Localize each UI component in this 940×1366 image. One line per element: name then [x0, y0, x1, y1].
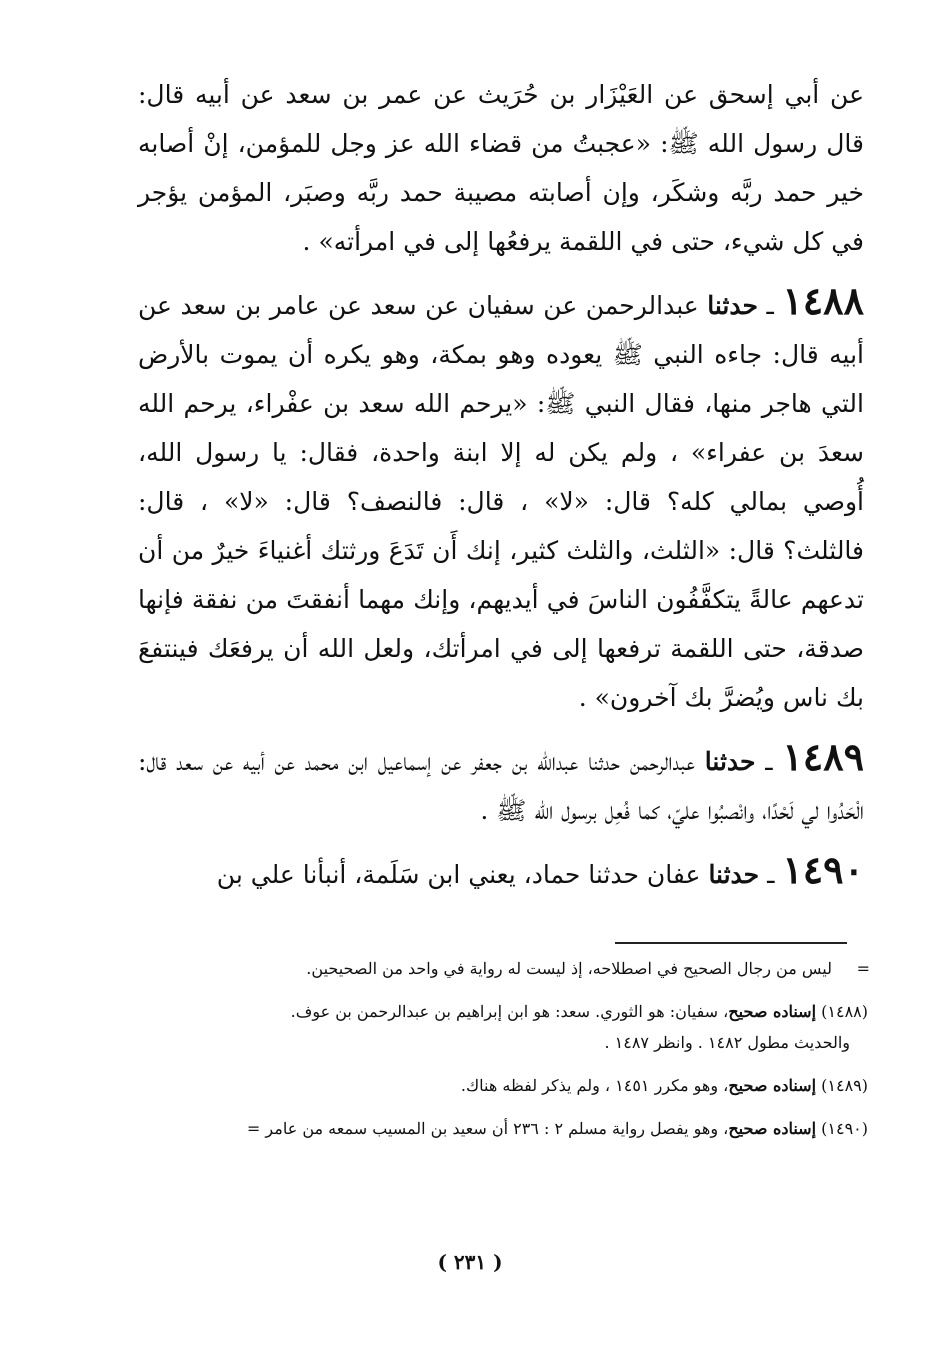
hadith-text: عبدالرحمن حدثنا عبدالله بن جعفر عن إسماعيل ابن محمد عن أبيه عن سعد قال: الْحَدُوا لي لَحْدًا، وانْصبُوا عليّ، كما فُعِل برسول الله ﷺ . [138, 747, 864, 825]
hadith-number: ١٤٩٠ [782, 847, 864, 892]
footnote-text: ليس من رجال الصحيح في اصطلاحه، إذ ليست له رواية في واحد من الصحيحين. [306, 959, 832, 978]
page-number: ( ٢٣١ ) [437, 1250, 503, 1274]
hadith-1488 [138, 276, 864, 722]
footnote-ref: (١٤٨٩) [821, 1076, 868, 1095]
hadith-dash: ـ [759, 860, 783, 889]
hadith-number: ١٤٨٩ [782, 734, 865, 779]
footnote-1488-continuation: والحديث مطول ١٤٨٢ . وانظر ١٤٨٧ . [604, 1033, 850, 1052]
main-text [138, 70, 864, 899]
hadith-1489 [138, 732, 864, 835]
paragraph-continuation: عن أبي إسحق عن العَيْزَار بن حُرَيث عن عمر بن سعد عن أبيه قال: قال رسول الله ﷺ: «عجبتُ من قضاء الله عز وجل للمؤمن، إنْ أصابه خير حمد ربَّه وشكَر، وإن أصابته مصيبة حمد ربَّه وصبَر، المؤمن يؤجر في كل شيء، حتى في اللقمة يرفعُها إلى في امرأته» . [138, 80, 864, 256]
hadith-dash: ـ [757, 291, 783, 320]
footnote-text: ، وهو مكرر ١٤٥١ ، ولم يذكر لفظه هناك. [460, 1076, 729, 1095]
hadith-text: عبدالرحمن عن سفيان عن سعد عن عامر بن سعد عن أبيه قال: جاءه النبي ﷺ يعوده وهو بمكة، وهو يكره أن يموت بالأرض التي هاجر منها، فقال النبي ﷺ: «يرحم الله سعد بن عفْراء، يرحم الله سعدَ بن عفراء» ، ولم يكن له إلا ابنة واحدة، فقال: يا رسول الله، أُوصي بمالي كله؟ قال: «لا» ، قال: فالنصف؟ قال: «لا» ، قال: فالثلث؟ قال: «الثلث، والثلث كثير، إنك أَن تَدَعَ ورثتك أغنياءَ خيرٌ من أن تدعهم عالةً يتكفَّفُون الناسَ في أيديهم، وإنك مهما أنفقتَ من نفقة فإنها صدقة، حتى اللقمة ترفعها إلى في امرأتك، ولعل الله أن يرفعَك فينتفعَ بك ناس ويُضرَّ بك آخرون» . [138, 291, 864, 712]
footnote-continued [132, 958, 868, 980]
hadith-text: عفان حدثنا حماد، يعني ابن سَلَمة، أنبأنا علي بن [216, 860, 709, 889]
hadith-dash: ـ [755, 747, 783, 776]
hadith-1490 [138, 845, 864, 899]
hadith-number: ١٤٨٨ [782, 278, 864, 323]
footnote-keyword: إسناده صحيح [728, 1002, 817, 1021]
continues-mark: = [246, 1119, 261, 1138]
footnote-text: ، وهو يفصل رواية مسلم ٢ : ٢٣٦ أن سعيد بن المسيب سمعه من عامر [265, 1119, 729, 1138]
hadith-keyword: حدثنا [707, 291, 758, 320]
continuation-mark: = [856, 959, 870, 978]
footnotes [132, 958, 868, 1161]
footnote-1489 [132, 1075, 868, 1097]
hadith-keyword: حدثنا [708, 860, 760, 889]
footnote-ref: (١٤٨٨) [821, 1002, 868, 1021]
footnote-keyword: إسناده صحيح [728, 1076, 817, 1095]
footnote-1490 [132, 1118, 868, 1140]
footnote-divider [615, 942, 847, 944]
footnote-text: ، سفيان: هو الثوري. سعد: هو ابن إبراهيم بن عبدالرحمن بن عوف. [290, 1002, 729, 1021]
footnote-1488 [132, 1001, 868, 1023]
hadith-keyword: حدثنا [704, 747, 756, 776]
footnote-keyword: إسناده صحيح [728, 1119, 817, 1138]
footnote-ref: (١٤٩٠) [821, 1119, 868, 1138]
